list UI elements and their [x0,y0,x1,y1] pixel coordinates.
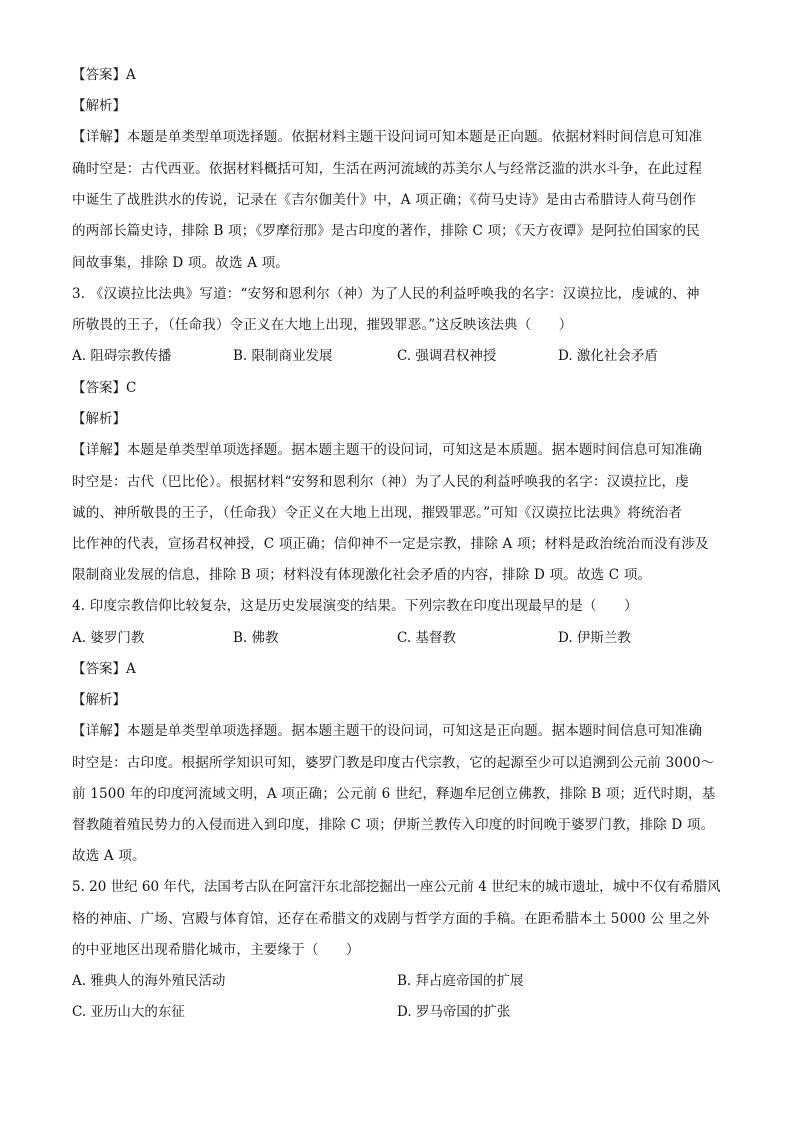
q2-detail-line: 【详解】本题是单类型单项选择题。依据材料主题干设问词可知本题是正向题。依据材料时间信息可知准 [72,129,703,145]
q3-detail-line: 时空是：古代（巴比伦）。根据材料“安努和恩利尔（神）为了人民的利益呼唤我的名字：汉谟拉比，虔 [72,474,689,490]
q5-option-d: D. 罗马帝国的扩张 [397,1004,511,1020]
q5-stem-line: 的中亚地区出现希腊化城市，主要缘于（ ） [72,942,360,958]
q3-detail-line: 限制商业发展的信息，排除 B 项；材料没有体现激化社会矛盾的内容，排除 D 项。故选 C 项。 [72,567,652,583]
q3-stem-line: 3. 《汉谟拉比法典》写道：“安努和恩利尔（神）为了人民的利益呼唤我的名字：汉谟拉比，虔诚的、神 [72,286,700,302]
q5-option-a: A. 雅典人的海外殖民活动 [72,973,226,989]
q3-option-c: C. 强调君权神授 [397,348,497,364]
q5-option-c: C. 亚历山大的东征 [72,1004,185,1020]
q4-detail-line: 故选 A 项。 [72,848,146,864]
q2-detail-line: 确时空是：古代西亚。依据材料概括可知，生活在两河流域的苏美尔人与经常泛滥的洪水斗争，在此过程 [72,161,703,177]
q3-option-d: D. 激化社会矛盾 [558,348,658,364]
q4-option-d: D. 伊斯兰教 [558,630,631,646]
q4-detail-line: 【详解】本题是单类型单项选择题。据本题主题干的设问词，可知这是正向题。据本题时间信息可知准确 [72,723,703,739]
q4-answer: 【答案】A [72,661,136,677]
q4-detail-line: 时空是：古印度。根据所学知识可知，婆罗门教是印度古代宗教，它的起源至少可以追溯到公元前 3000～ [72,755,715,771]
q3-detail-line: 【详解】本题是单类型单项选择题。据本题主题干的设问词，可知这是本质题。据本题时间信息可知准确 [72,442,703,458]
q3-stem-line: 所敬畏的王子，（任命我）令正义在大地上出现，摧毁罪恶。”这反映该法典（ ） [72,317,573,333]
q3-detail-line: 比作神的代表，宣扬君权神授，C 项正确；信仰神不一定是宗教，排除 A 项；材料是政治统治而没有涉及 [72,536,709,552]
q4-detail-line: 前 1500 年的印度河流域文明，A 项正确；公元前 6 世纪，释迦牟尼创立佛教，排除 B 项；近代时期，基 [72,786,716,802]
q3-option-b: B. 限制商业发展 [233,348,333,364]
q5-stem-line: 格的神庙、广场、宫殿与体育馆，还存在希腊文的戏剧与哲学方面的手稿。在距希腊本土 5000 公 里之外 [72,911,710,927]
q5-option-b: B. 拜占庭帝国的扩展 [397,973,524,989]
q2-answer: 【答案】A [72,67,136,83]
q3-detail-line: 诚的、神所敬畏的王子，（任命我）令正义在大地上出现，摧毁罪恶。”可知《汉谟拉比法典》将统治者 [72,505,683,521]
q2-detail-line: 间故事集，排除 D 项。故选 A 项。 [72,255,290,271]
q3-analysis-label: 【解析】 [72,411,126,427]
q4-option-a: A. 婆罗门教 [72,630,145,646]
q2-detail-line: 中诞生了战胜洪水的传说，记录在《吉尔伽美什》中，A 项正确；《荷马史诗》是由古希腊诗人荷马创作 [72,192,697,208]
q2-analysis-label: 【解析】 [72,98,126,114]
q2-detail-line: 的两部长篇史诗，排除 B 项；《罗摩衍那》是古印度的著作，排除 C 项；《天方夜谭》是阿拉伯国家的民 [72,223,700,239]
q3-option-a: A. 阻碍宗教传播 [72,348,172,364]
q4-option-b: B. 佛教 [233,630,279,646]
q4-option-c: C. 基督教 [397,630,456,646]
q4-detail-line: 督教随着殖民势力的入侵而进入到印度，排除 C 项；伊斯兰教传入印度的时间晚于婆罗门教，排除 D 项。 [72,817,715,833]
q3-answer: 【答案】C [72,380,137,396]
q4-stem-line: 4. 印度宗教信仰比较复杂，这是历史发展演变的结果。下列宗教在印度出现最早的是（ ） [72,598,638,614]
q4-analysis-label: 【解析】 [72,692,126,708]
q5-stem-line: 5. 20 世纪 60 年代，法国考古队在阿富汗东北部挖掘出一座公元前 4 世纪末的城市遗址，城中不仅有希腊风 [72,879,721,895]
